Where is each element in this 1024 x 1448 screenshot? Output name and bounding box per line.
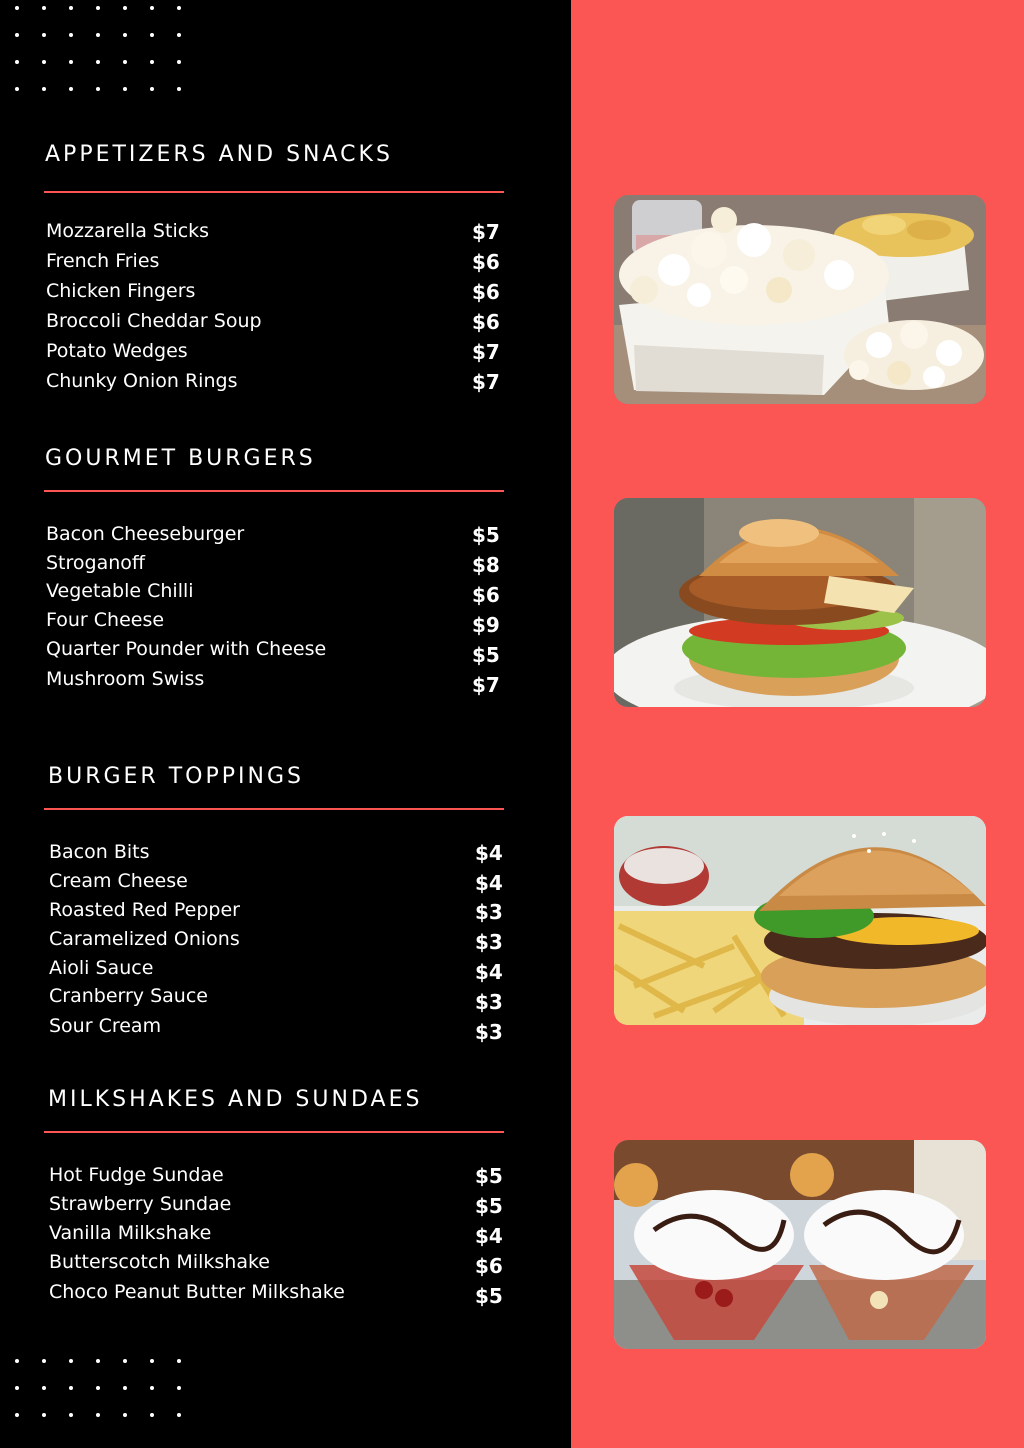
section-title-appetizers: APPETIZERS AND SNACKS (45, 142, 393, 167)
menu-item-price: $7 (472, 370, 500, 394)
menu-item-price: $3 (475, 900, 503, 924)
menu-item-name: Hot Fudge Sundae (49, 1164, 224, 1186)
menu-item-price: $4 (475, 871, 503, 895)
menu-item-name: Quarter Pounder with Cheese (46, 638, 327, 660)
section-title-burgers: GOURMET BURGERS (45, 446, 316, 471)
menu-item-name: Broccoli Cheddar Soup (46, 310, 262, 332)
menu-item-price: $5 (472, 523, 500, 547)
menu-item-name: Cranberry Sauce (49, 985, 208, 1007)
section-divider (44, 808, 504, 810)
popcorn-and-chips-photo (614, 195, 986, 404)
menu-item-price: $5 (472, 643, 500, 667)
menu-item-price: $6 (475, 1254, 503, 1278)
menu-item-price: $4 (475, 1224, 503, 1248)
ice-cream-sundaes-photo (614, 1140, 986, 1349)
menu-item-price: $5 (475, 1284, 503, 1308)
menu-item-price: $6 (472, 310, 500, 334)
fried-chicken-burger-photo (614, 498, 986, 707)
menu-item-name: Roasted Red Pepper (49, 899, 240, 921)
menu-item-price: $5 (475, 1194, 503, 1218)
menu-item-name: Strawberry Sundae (49, 1193, 232, 1215)
menu-item-name: Bacon Cheeseburger (46, 523, 245, 545)
menu-item-name: Sour Cream (49, 1015, 162, 1037)
burger-and-fries-photo (614, 816, 986, 1025)
menu-item-name: Vanilla Milkshake (49, 1222, 212, 1244)
menu-item-price: $5 (475, 1164, 503, 1188)
menu-item-price: $6 (472, 583, 500, 607)
section-title-toppings: BURGER TOPPINGS (48, 764, 304, 789)
menu-item-name: Butterscotch Milkshake (49, 1251, 270, 1273)
menu-item-name: Chunky Onion Rings (46, 370, 238, 392)
menu-item-price: $9 (472, 613, 500, 637)
dot-pattern-bottom (15, 1359, 181, 1417)
dot-pattern-top (15, 6, 181, 91)
menu-item-name: Caramelized Onions (49, 928, 240, 950)
menu-item-price: $3 (475, 990, 503, 1014)
menu-item-price: $4 (475, 841, 503, 865)
section-divider (44, 490, 504, 492)
section-title-milkshakes: MILKSHAKES AND SUNDAES (48, 1087, 423, 1112)
menu-item-name: Choco Peanut Butter Milkshake (49, 1281, 345, 1303)
section-divider (44, 191, 504, 193)
menu-item-name: Stroganoff (46, 552, 145, 574)
menu-item-price: $6 (472, 250, 500, 274)
menu-item-price: $4 (475, 960, 503, 984)
menu-item-name: French Fries (46, 250, 160, 272)
menu-item-name: Vegetable Chilli (46, 580, 194, 602)
menu-item-price: $6 (472, 280, 500, 304)
menu-item-price: $3 (475, 930, 503, 954)
menu-item-name: Bacon Bits (49, 841, 150, 863)
menu-item-name: Mozzarella Sticks (46, 220, 210, 242)
menu-item-name: Aioli Sauce (49, 957, 154, 979)
menu-item-name: Mushroom Swiss (46, 668, 205, 690)
menu-item-price: $8 (472, 553, 500, 577)
section-divider (44, 1131, 504, 1133)
menu-item-name: Chicken Fingers (46, 280, 196, 302)
menu-item-price: $3 (475, 1020, 503, 1044)
menu-item-name: Cream Cheese (49, 870, 188, 892)
menu-item-price: $7 (472, 673, 500, 697)
menu-item-price: $7 (472, 220, 500, 244)
menu-item-name: Potato Wedges (46, 340, 188, 362)
menu-item-name: Four Cheese (46, 609, 165, 631)
menu-item-price: $7 (472, 340, 500, 364)
